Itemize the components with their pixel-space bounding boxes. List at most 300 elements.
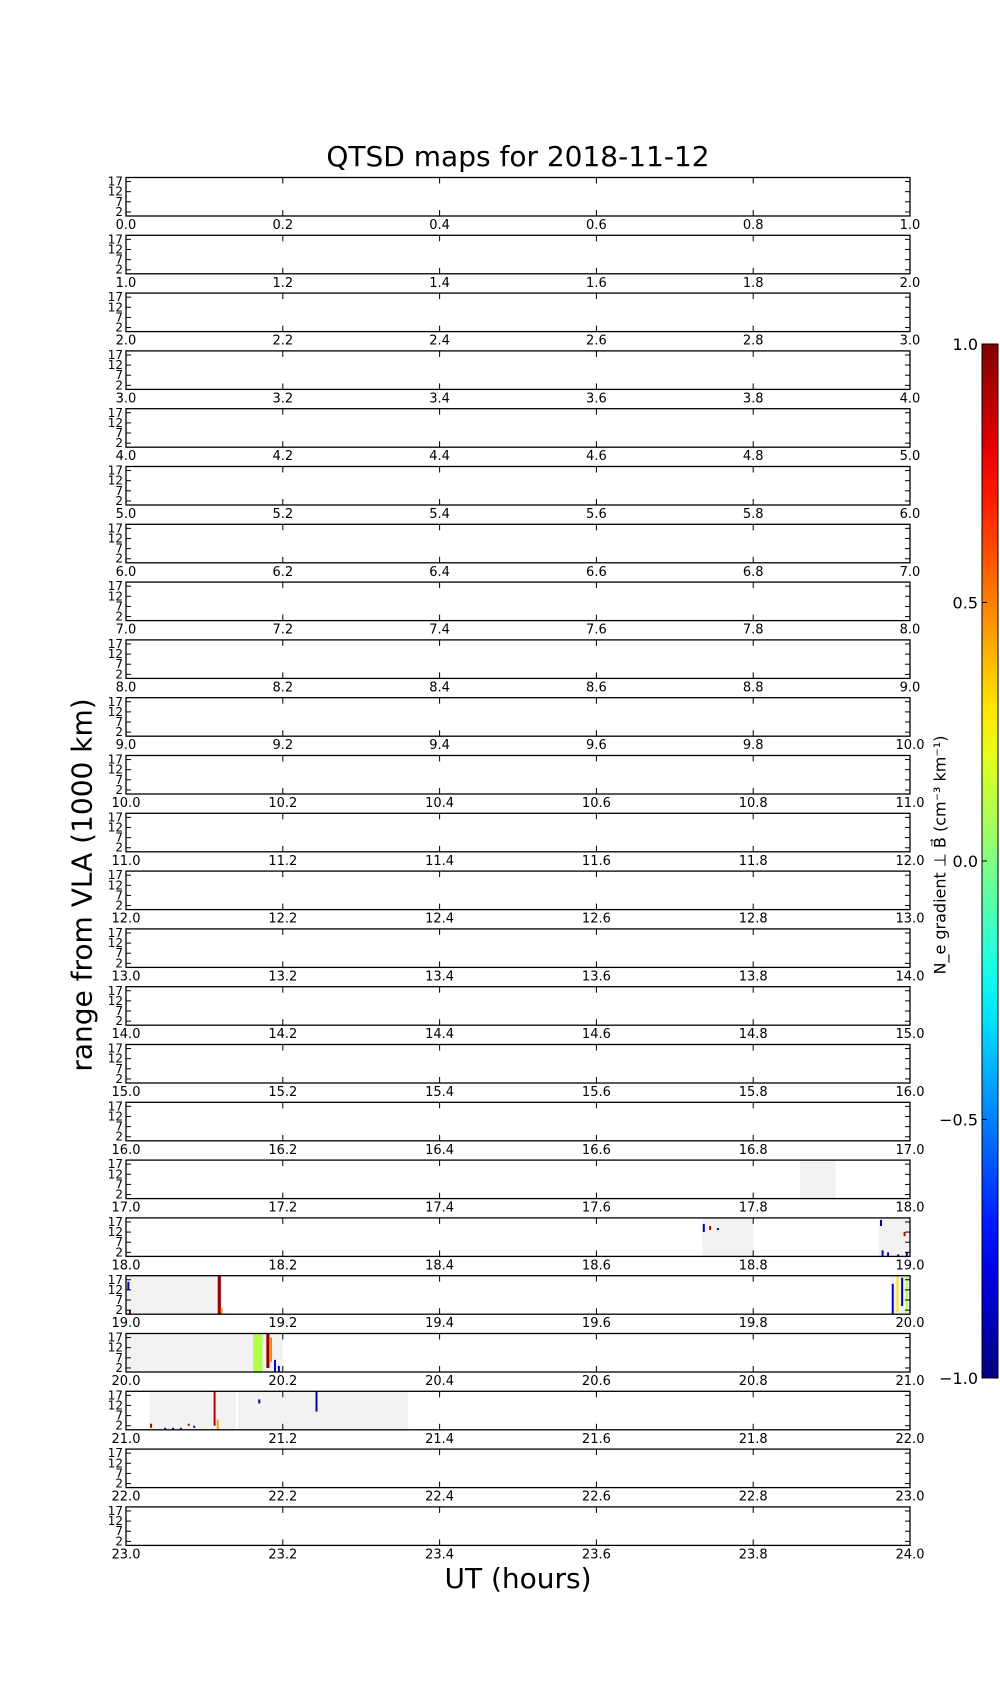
panel-6-y-tick-label-1: 12 [107, 531, 123, 546]
panel-18-frame [126, 1218, 910, 1257]
panel-20-data-mark-1 [266, 1334, 269, 1368]
colorbar-tick-label-0: 1.0 [952, 335, 978, 354]
panel-3-x-tick-label-0: 3.0 [115, 391, 137, 407]
panel-22-x-tick-label-4: 22.8 [738, 1489, 768, 1505]
panel-22-y-tick-label-0: 17 [107, 1446, 123, 1461]
panel-19-frame [126, 1276, 910, 1315]
panel-12-frame [126, 871, 910, 910]
panel-16-x-tick-label-1: 16.2 [268, 1142, 298, 1158]
panel-8-x-tick-label-4: 8.8 [742, 680, 764, 696]
panel-21-y-tick-label-0: 17 [107, 1388, 123, 1403]
panel-1-y-tick-label-2: 7 [115, 252, 123, 267]
panel-7 [108, 579, 921, 637]
panel-12-x-tick-label-1: 12.2 [268, 911, 298, 927]
panel-14-x-tick-label-0: 14.0 [111, 1027, 141, 1043]
panel-14-x-tick-label-4: 14.8 [738, 1027, 768, 1043]
panel-11 [108, 810, 925, 868]
panel-11-x-tick-label-1: 11.2 [268, 853, 298, 869]
panel-15-x-tick-label-0: 15.0 [111, 1085, 141, 1100]
panel-13-y-tick-label-0: 17 [107, 925, 123, 940]
panel-19-data-mark-4 [892, 1284, 894, 1314]
panel-19-data-mark-7 [906, 1276, 908, 1315]
panel-23 [108, 1504, 925, 1562]
panel-22-x-tick-label-1: 22.2 [268, 1489, 298, 1505]
panel-2-frame [126, 293, 910, 332]
panel-5-y-tick-label-1: 12 [107, 473, 123, 488]
panel-23-x-tick-label-0: 23.0 [111, 1547, 141, 1563]
panel-9-x-tick-label-0: 9.0 [115, 738, 137, 754]
panel-2-y-tick-label-2: 7 [115, 310, 123, 325]
panel-11-x-tick-label-3: 11.6 [581, 853, 611, 869]
panel-19-data-mark-6 [901, 1278, 903, 1306]
panel-22-y-tick-label-3: 2 [115, 1476, 123, 1491]
panel-21-nodata-span-0 [150, 1391, 236, 1430]
panel-1-x-tick-label-0: 1.0 [115, 275, 137, 291]
panel-14 [108, 984, 925, 1042]
panel-3-y-tick-label-1: 12 [107, 358, 123, 373]
panel-13-x-tick-label-2: 13.4 [425, 969, 455, 985]
panel-13 [108, 926, 925, 984]
panel-0-y-tick-label-3: 2 [115, 204, 123, 219]
panel-9-frame [126, 698, 910, 737]
panel-20-x-tick-label-4: 20.8 [738, 1374, 768, 1389]
panel-20-x-tick-label-1: 20.2 [268, 1374, 298, 1389]
panel-14-x-tick-label-5: 15.0 [895, 1027, 925, 1043]
panel-3-y-tick-label-2: 7 [115, 368, 123, 383]
panel-23-x-tick-label-3: 23.6 [581, 1547, 611, 1563]
panel-14-frame [126, 987, 910, 1025]
panel-19-x-tick-label-1: 19.2 [268, 1316, 298, 1332]
panel-5-x-tick-label-5: 6.0 [899, 507, 921, 522]
panel-0-y-tick-label-2: 7 [115, 194, 123, 209]
panel-0-x-tick-label-5: 1.0 [899, 218, 921, 233]
panel-1-y-tick-label-1: 12 [107, 242, 123, 257]
panel-18-x-tick-label-2: 18.4 [425, 1258, 455, 1274]
panel-7-y-tick-label-3: 2 [115, 609, 123, 624]
panel-23-x-tick-label-4: 23.8 [738, 1547, 768, 1563]
panel-16-y-tick-label-1: 12 [107, 1109, 123, 1124]
panel-4-x-tick-label-3: 4.6 [586, 449, 607, 465]
panel-8-x-tick-label-3: 8.6 [586, 680, 607, 696]
panel-15 [108, 1042, 925, 1100]
panel-12 [108, 868, 925, 926]
panel-21-x-tick-label-2: 21.4 [425, 1431, 455, 1447]
panel-13-x-tick-label-0: 13.0 [111, 969, 141, 985]
panel-10-y-tick-label-2: 7 [115, 772, 123, 787]
panel-16-x-tick-label-2: 16.4 [425, 1142, 455, 1158]
panel-18-data-mark-7 [904, 1232, 906, 1236]
panel-6-frame [126, 524, 910, 563]
panel-3-x-tick-label-2: 3.4 [429, 391, 450, 407]
panel-20-x-tick-label-3: 20.6 [581, 1374, 611, 1389]
panel-19-x-tick-label-3: 19.6 [581, 1316, 611, 1332]
panel-20-y-tick-label-0: 17 [107, 1330, 123, 1345]
panel-7-x-tick-label-0: 7.0 [115, 622, 137, 638]
panel-0-y-tick-label-0: 17 [107, 174, 123, 189]
panel-10 [108, 753, 925, 811]
panel-2-x-tick-label-0: 2.0 [115, 333, 137, 349]
panel-7-x-tick-label-5: 8.0 [899, 622, 921, 638]
panel-15-y-tick-label-3: 2 [115, 1071, 123, 1086]
panel-6 [108, 521, 921, 579]
panel-0-x-tick-label-2: 0.4 [429, 218, 450, 233]
panel-21-y-tick-label-3: 2 [115, 1418, 123, 1433]
panel-17-y-tick-label-1: 12 [107, 1167, 123, 1182]
panel-23-x-tick-label-5: 24.0 [895, 1547, 925, 1563]
panel-5-y-tick-label-2: 7 [115, 483, 123, 498]
panel-17-x-tick-label-2: 17.4 [425, 1200, 455, 1216]
panel-18-x-tick-label-3: 18.6 [581, 1258, 611, 1274]
panel-20-x-tick-label-0: 20.0 [111, 1374, 141, 1389]
panel-17-x-tick-label-3: 17.6 [581, 1200, 611, 1216]
panel-1-y-tick-label-3: 2 [115, 262, 123, 277]
panel-1-x-tick-label-5: 2.0 [899, 275, 921, 291]
panel-18-x-tick-label-4: 18.8 [738, 1258, 768, 1274]
panel-21 [108, 1388, 925, 1446]
panel-18-y-tick-label-2: 7 [115, 1235, 123, 1250]
panel-1-x-tick-label-4: 1.8 [742, 275, 764, 291]
panel-21-y-tick-label-1: 12 [107, 1398, 123, 1413]
panel-18-data-mark-4 [882, 1250, 884, 1256]
panel-18 [108, 1215, 925, 1273]
panel-10-x-tick-label-5: 11.0 [895, 796, 925, 811]
panel-12-x-tick-label-5: 13.0 [895, 911, 925, 927]
panel-15-y-tick-label-1: 12 [107, 1051, 123, 1066]
panel-8-y-tick-label-3: 2 [115, 667, 123, 682]
panel-22 [108, 1446, 925, 1504]
panel-12-y-tick-label-2: 7 [115, 888, 123, 903]
panel-5 [108, 464, 921, 522]
panel-9-x-tick-label-5: 10.0 [895, 738, 925, 754]
panel-12-x-tick-label-4: 12.8 [738, 911, 768, 927]
panel-5-x-tick-label-0: 5.0 [115, 507, 137, 522]
panel-12-x-tick-label-3: 12.6 [581, 911, 611, 927]
panel-16-x-tick-label-3: 16.6 [581, 1142, 611, 1158]
panel-8-y-tick-label-0: 17 [107, 636, 123, 651]
panel-14-x-tick-label-1: 14.2 [268, 1027, 298, 1043]
panel-3-x-tick-label-4: 3.8 [742, 391, 764, 407]
y-axis-label-text: range from VLA (1000 km) [65, 698, 99, 1072]
panel-18-x-tick-label-1: 18.2 [268, 1258, 298, 1274]
panel-11-x-tick-label-0: 11.0 [111, 853, 141, 869]
panel-8-x-tick-label-2: 8.4 [429, 680, 450, 696]
colorbar-tick-label-3: −0.5 [939, 1110, 978, 1130]
panel-1-x-tick-label-1: 1.2 [272, 275, 294, 291]
panel-23-y-tick-label-1: 12 [107, 1514, 123, 1529]
panel-4 [108, 406, 921, 464]
panel-3-y-tick-label-3: 2 [115, 378, 123, 393]
panel-22-x-tick-label-2: 22.4 [425, 1489, 455, 1505]
panel-17-x-tick-label-0: 17.0 [111, 1200, 141, 1216]
panel-7-x-tick-label-3: 7.6 [586, 622, 607, 638]
panel-18-x-tick-label-0: 18.0 [111, 1258, 141, 1274]
panel-8-frame [126, 640, 910, 679]
panel-19-data-mark-0 [127, 1282, 129, 1290]
panel-16-y-tick-label-2: 7 [115, 1119, 123, 1134]
panel-10-x-tick-label-0: 10.0 [111, 796, 141, 811]
panel-23-x-tick-label-1: 23.2 [268, 1547, 298, 1563]
panel-5-x-tick-label-4: 5.8 [742, 507, 764, 522]
panel-0-x-tick-label-0: 0.0 [115, 218, 137, 233]
panel-21-data-mark-0 [150, 1424, 152, 1428]
colorbar-tick-label-1: 0.5 [952, 593, 978, 613]
panel-22-x-tick-label-3: 22.6 [581, 1489, 611, 1505]
panel-17-x-tick-label-5: 18.0 [895, 1200, 925, 1216]
panel-10-frame [126, 756, 910, 795]
panel-17-y-tick-label-0: 17 [107, 1157, 123, 1172]
panel-13-y-tick-label-1: 12 [107, 936, 123, 951]
panel-16-x-tick-label-4: 16.8 [738, 1142, 768, 1158]
panel-17 [108, 1157, 925, 1215]
panel-10-y-tick-label-0: 17 [107, 752, 123, 767]
panel-19-x-tick-label-5: 20.0 [895, 1316, 925, 1332]
panel-2-y-tick-label-1: 12 [107, 300, 123, 315]
panel-16-frame [126, 1102, 910, 1141]
panel-22-x-tick-label-0: 22.0 [111, 1489, 141, 1505]
panel-14-y-tick-label-1: 12 [107, 993, 123, 1008]
panel-3 [108, 348, 921, 406]
panel-21-data-mark-9 [316, 1391, 318, 1411]
panel-17-nodata-span-0 [800, 1160, 835, 1199]
panel-19-data-mark-2 [218, 1276, 221, 1315]
panel-9-x-tick-label-2: 9.4 [429, 738, 450, 754]
chart-title: QTSD maps for 2018-11-12 [326, 140, 710, 173]
panel-19-y-tick-label-1: 12 [107, 1282, 123, 1297]
panel-7-frame [126, 582, 910, 621]
panel-1-x-tick-label-2: 1.4 [429, 275, 450, 291]
panel-13-x-tick-label-1: 13.2 [268, 969, 298, 985]
panel-5-x-tick-label-2: 5.4 [429, 507, 450, 522]
panel-22-x-tick-label-5: 23.0 [895, 1489, 925, 1505]
colorbar-label-text: N_e gradient ⊥ B⃗ (cm⁻³ km⁻¹) [930, 735, 950, 975]
panel-20-x-tick-label-5: 21.0 [895, 1374, 925, 1389]
panel-23-x-tick-label-2: 23.4 [425, 1547, 455, 1563]
panel-6-y-tick-label-2: 7 [115, 541, 123, 556]
panel-17-x-tick-label-1: 17.2 [268, 1200, 298, 1216]
panel-20-data-mark-4 [278, 1366, 280, 1372]
panel-4-x-tick-label-1: 4.2 [272, 449, 294, 465]
panel-14-y-tick-label-2: 7 [115, 1004, 123, 1019]
panel-20-x-tick-label-2: 20.4 [425, 1374, 455, 1389]
panel-12-x-tick-label-0: 12.0 [111, 911, 141, 927]
panel-4-x-tick-label-0: 4.0 [115, 449, 137, 465]
panel-6-x-tick-label-2: 6.4 [429, 564, 450, 580]
panel-20-y-tick-label-2: 7 [115, 1350, 123, 1365]
panel-15-x-tick-label-2: 15.4 [425, 1085, 455, 1100]
panel-10-x-tick-label-1: 10.2 [268, 796, 298, 811]
panel-19-y-tick-label-3: 2 [115, 1303, 123, 1318]
panel-9-x-tick-label-1: 9.2 [272, 738, 294, 754]
panel-4-frame [126, 409, 910, 448]
panel-6-x-tick-label-3: 6.6 [586, 564, 607, 580]
panel-3-y-tick-label-0: 17 [107, 347, 123, 362]
panel-19-y-tick-label-0: 17 [107, 1272, 123, 1287]
panel-8-x-tick-label-0: 8.0 [115, 680, 137, 696]
panel-0-x-tick-label-4: 0.8 [742, 218, 764, 233]
panel-18-x-tick-label-5: 19.0 [895, 1258, 925, 1274]
panel-6-y-tick-label-3: 2 [115, 551, 123, 566]
panel-14-x-tick-label-2: 14.4 [425, 1027, 455, 1043]
panel-14-y-tick-label-0: 17 [107, 983, 123, 998]
panel-8-y-tick-label-1: 12 [107, 647, 123, 662]
panel-21-x-tick-label-4: 21.8 [738, 1431, 768, 1447]
panel-17-y-tick-label-3: 2 [115, 1187, 123, 1202]
panel-6-x-tick-label-5: 7.0 [899, 564, 921, 580]
panel-16-y-tick-label-3: 2 [115, 1129, 123, 1144]
panel-11-frame [126, 813, 910, 852]
panel-16-x-tick-label-0: 16.0 [111, 1142, 141, 1158]
panel-9-y-tick-label-0: 17 [107, 694, 123, 709]
panel-6-x-tick-label-1: 6.2 [272, 564, 294, 580]
panel-19-data-mark-5 [896, 1276, 898, 1312]
panel-16 [108, 1099, 925, 1157]
panel-2 [108, 290, 921, 348]
panel-12-y-tick-label-0: 17 [107, 868, 123, 883]
panel-2-x-tick-label-1: 2.2 [272, 333, 294, 349]
panel-5-y-tick-label-0: 17 [107, 463, 123, 478]
panel-3-x-tick-label-3: 3.6 [586, 391, 607, 407]
panel-11-x-tick-label-5: 12.0 [895, 853, 925, 869]
panel-8 [108, 637, 921, 695]
panel-3-frame [126, 351, 910, 390]
panel-2-x-tick-label-2: 2.4 [429, 333, 450, 349]
panel-3-x-tick-label-1: 3.2 [272, 391, 294, 407]
panel-23-y-tick-label-2: 7 [115, 1524, 123, 1539]
panel-19-x-tick-label-4: 19.8 [738, 1316, 768, 1332]
panel-20-data-mark-2 [270, 1338, 272, 1362]
panel-20 [108, 1331, 925, 1389]
panel-23-frame [126, 1507, 910, 1546]
panel-4-x-tick-label-4: 4.8 [742, 449, 764, 465]
panel-9-x-tick-label-3: 9.6 [586, 738, 607, 754]
panel-11-x-tick-label-2: 11.4 [425, 853, 455, 869]
panel-12-y-tick-label-3: 2 [115, 898, 123, 913]
panel-1-y-tick-label-0: 17 [107, 232, 123, 247]
panel-18-data-mark-3 [880, 1220, 882, 1226]
panel-15-y-tick-label-2: 7 [115, 1061, 123, 1076]
colorbar-tick-label-4: −1.0 [939, 1369, 978, 1388]
panel-15-x-tick-label-3: 15.6 [581, 1085, 611, 1100]
panel-1 [108, 232, 921, 290]
panel-0-x-tick-label-1: 0.2 [272, 218, 294, 233]
panel-18-data-mark-1 [709, 1226, 711, 1230]
panel-13-x-tick-label-5: 14.0 [895, 969, 925, 985]
panel-15-x-tick-label-1: 15.2 [268, 1085, 298, 1100]
panel-14-x-tick-label-3: 14.6 [581, 1027, 611, 1043]
panel-2-x-tick-label-3: 2.6 [586, 333, 607, 349]
panel-16-x-tick-label-5: 17.0 [895, 1142, 925, 1158]
panel-14-y-tick-label-3: 2 [115, 1014, 123, 1029]
panel-18-data-mark-2 [717, 1228, 719, 1230]
colorbar-tick-label-2: 0.0 [952, 852, 978, 871]
panel-22-frame [126, 1449, 910, 1488]
panel-19-data-mark-3 [221, 1308, 223, 1314]
panel-7-x-tick-label-1: 7.2 [272, 622, 294, 638]
panel-10-x-tick-label-4: 10.8 [738, 796, 768, 811]
panel-9-y-tick-label-2: 7 [115, 715, 123, 730]
panel-11-y-tick-label-1: 12 [107, 820, 123, 835]
panel-16-y-tick-label-0: 17 [107, 1099, 123, 1114]
panel-20-data-mark-0 [253, 1334, 262, 1373]
panel-3-x-tick-label-5: 4.0 [899, 391, 921, 407]
panel-0-x-tick-label-3: 0.6 [586, 218, 607, 233]
panel-4-y-tick-label-2: 7 [115, 426, 123, 441]
panel-13-y-tick-label-3: 2 [115, 956, 123, 971]
panel-10-x-tick-label-2: 10.4 [425, 796, 455, 811]
panel-0 [108, 175, 921, 233]
panel-13-x-tick-label-3: 13.6 [581, 969, 611, 985]
panel-23-y-tick-label-0: 17 [107, 1503, 123, 1518]
panel-4-y-tick-label-0: 17 [107, 405, 123, 420]
panel-1-x-tick-label-3: 1.6 [586, 275, 607, 291]
panel-15-x-tick-label-4: 15.8 [738, 1085, 768, 1100]
panel-8-x-tick-label-5: 9.0 [899, 680, 921, 696]
panel-13-x-tick-label-4: 13.8 [738, 969, 768, 985]
panel-6-y-tick-label-0: 17 [107, 521, 123, 536]
panel-17-y-tick-label-2: 7 [115, 1177, 123, 1192]
panel-7-y-tick-label-1: 12 [107, 589, 123, 604]
panel-9-y-tick-label-3: 2 [115, 725, 123, 740]
panel-10-y-tick-label-1: 12 [107, 762, 123, 777]
panel-2-x-tick-label-5: 3.0 [899, 333, 921, 349]
panel-19-y-tick-label-2: 7 [115, 1293, 123, 1308]
panel-6-x-tick-label-4: 6.8 [742, 564, 764, 580]
panel-19 [108, 1273, 925, 1331]
panel-5-frame [126, 467, 910, 506]
panel-9 [108, 695, 925, 753]
panel-19-x-tick-label-2: 19.4 [425, 1316, 455, 1332]
panel-0-frame [126, 178, 910, 217]
panel-4-y-tick-label-3: 2 [115, 436, 123, 451]
panel-10-x-tick-label-3: 10.6 [581, 796, 611, 811]
panel-11-y-tick-label-3: 2 [115, 840, 123, 855]
panel-0-y-tick-label-1: 12 [107, 184, 123, 199]
panel-21-data-mark-7 [217, 1420, 219, 1430]
panel-13-y-tick-label-2: 7 [115, 946, 123, 961]
panel-15-frame [126, 1045, 910, 1084]
panel-7-y-tick-label-2: 7 [115, 599, 123, 614]
panel-18-nodata-span-0 [702, 1218, 753, 1257]
panel-11-y-tick-label-0: 17 [107, 810, 123, 825]
panel-19-nodata-span-0 [126, 1276, 220, 1315]
panel-22-y-tick-label-1: 12 [107, 1456, 123, 1471]
panel-21-x-tick-label-0: 21.0 [111, 1431, 141, 1447]
panel-15-x-tick-label-5: 16.0 [895, 1085, 925, 1100]
panel-4-x-tick-label-2: 4.4 [429, 449, 450, 465]
panel-2-y-tick-label-3: 2 [115, 320, 123, 335]
panel-2-x-tick-label-4: 2.8 [742, 333, 764, 349]
panel-5-y-tick-label-3: 2 [115, 493, 123, 508]
panel-17-x-tick-label-4: 17.8 [738, 1200, 768, 1216]
panel-21-y-tick-label-2: 7 [115, 1408, 123, 1423]
panel-22-y-tick-label-2: 7 [115, 1466, 123, 1481]
panel-19-x-tick-label-0: 19.0 [111, 1316, 141, 1332]
panel-21-nodata-span-1 [238, 1391, 408, 1430]
panel-21-x-tick-label-1: 21.2 [268, 1431, 298, 1447]
panel-11-x-tick-label-4: 11.8 [738, 853, 768, 869]
panel-18-y-tick-label-0: 17 [107, 1214, 123, 1229]
panel-21-x-tick-label-3: 21.6 [581, 1431, 611, 1447]
x-axis-label: UT (hours) [444, 1562, 592, 1595]
panel-7-y-tick-label-0: 17 [107, 579, 123, 594]
panel-18-y-tick-label-1: 12 [107, 1225, 123, 1240]
panel-1-frame [126, 235, 910, 273]
panel-8-y-tick-label-2: 7 [115, 657, 123, 672]
panel-21-data-mark-4 [188, 1424, 190, 1426]
panel-9-y-tick-label-1: 12 [107, 704, 123, 719]
panel-20-data-mark-3 [274, 1360, 276, 1372]
panel-20-y-tick-label-1: 12 [107, 1340, 123, 1355]
